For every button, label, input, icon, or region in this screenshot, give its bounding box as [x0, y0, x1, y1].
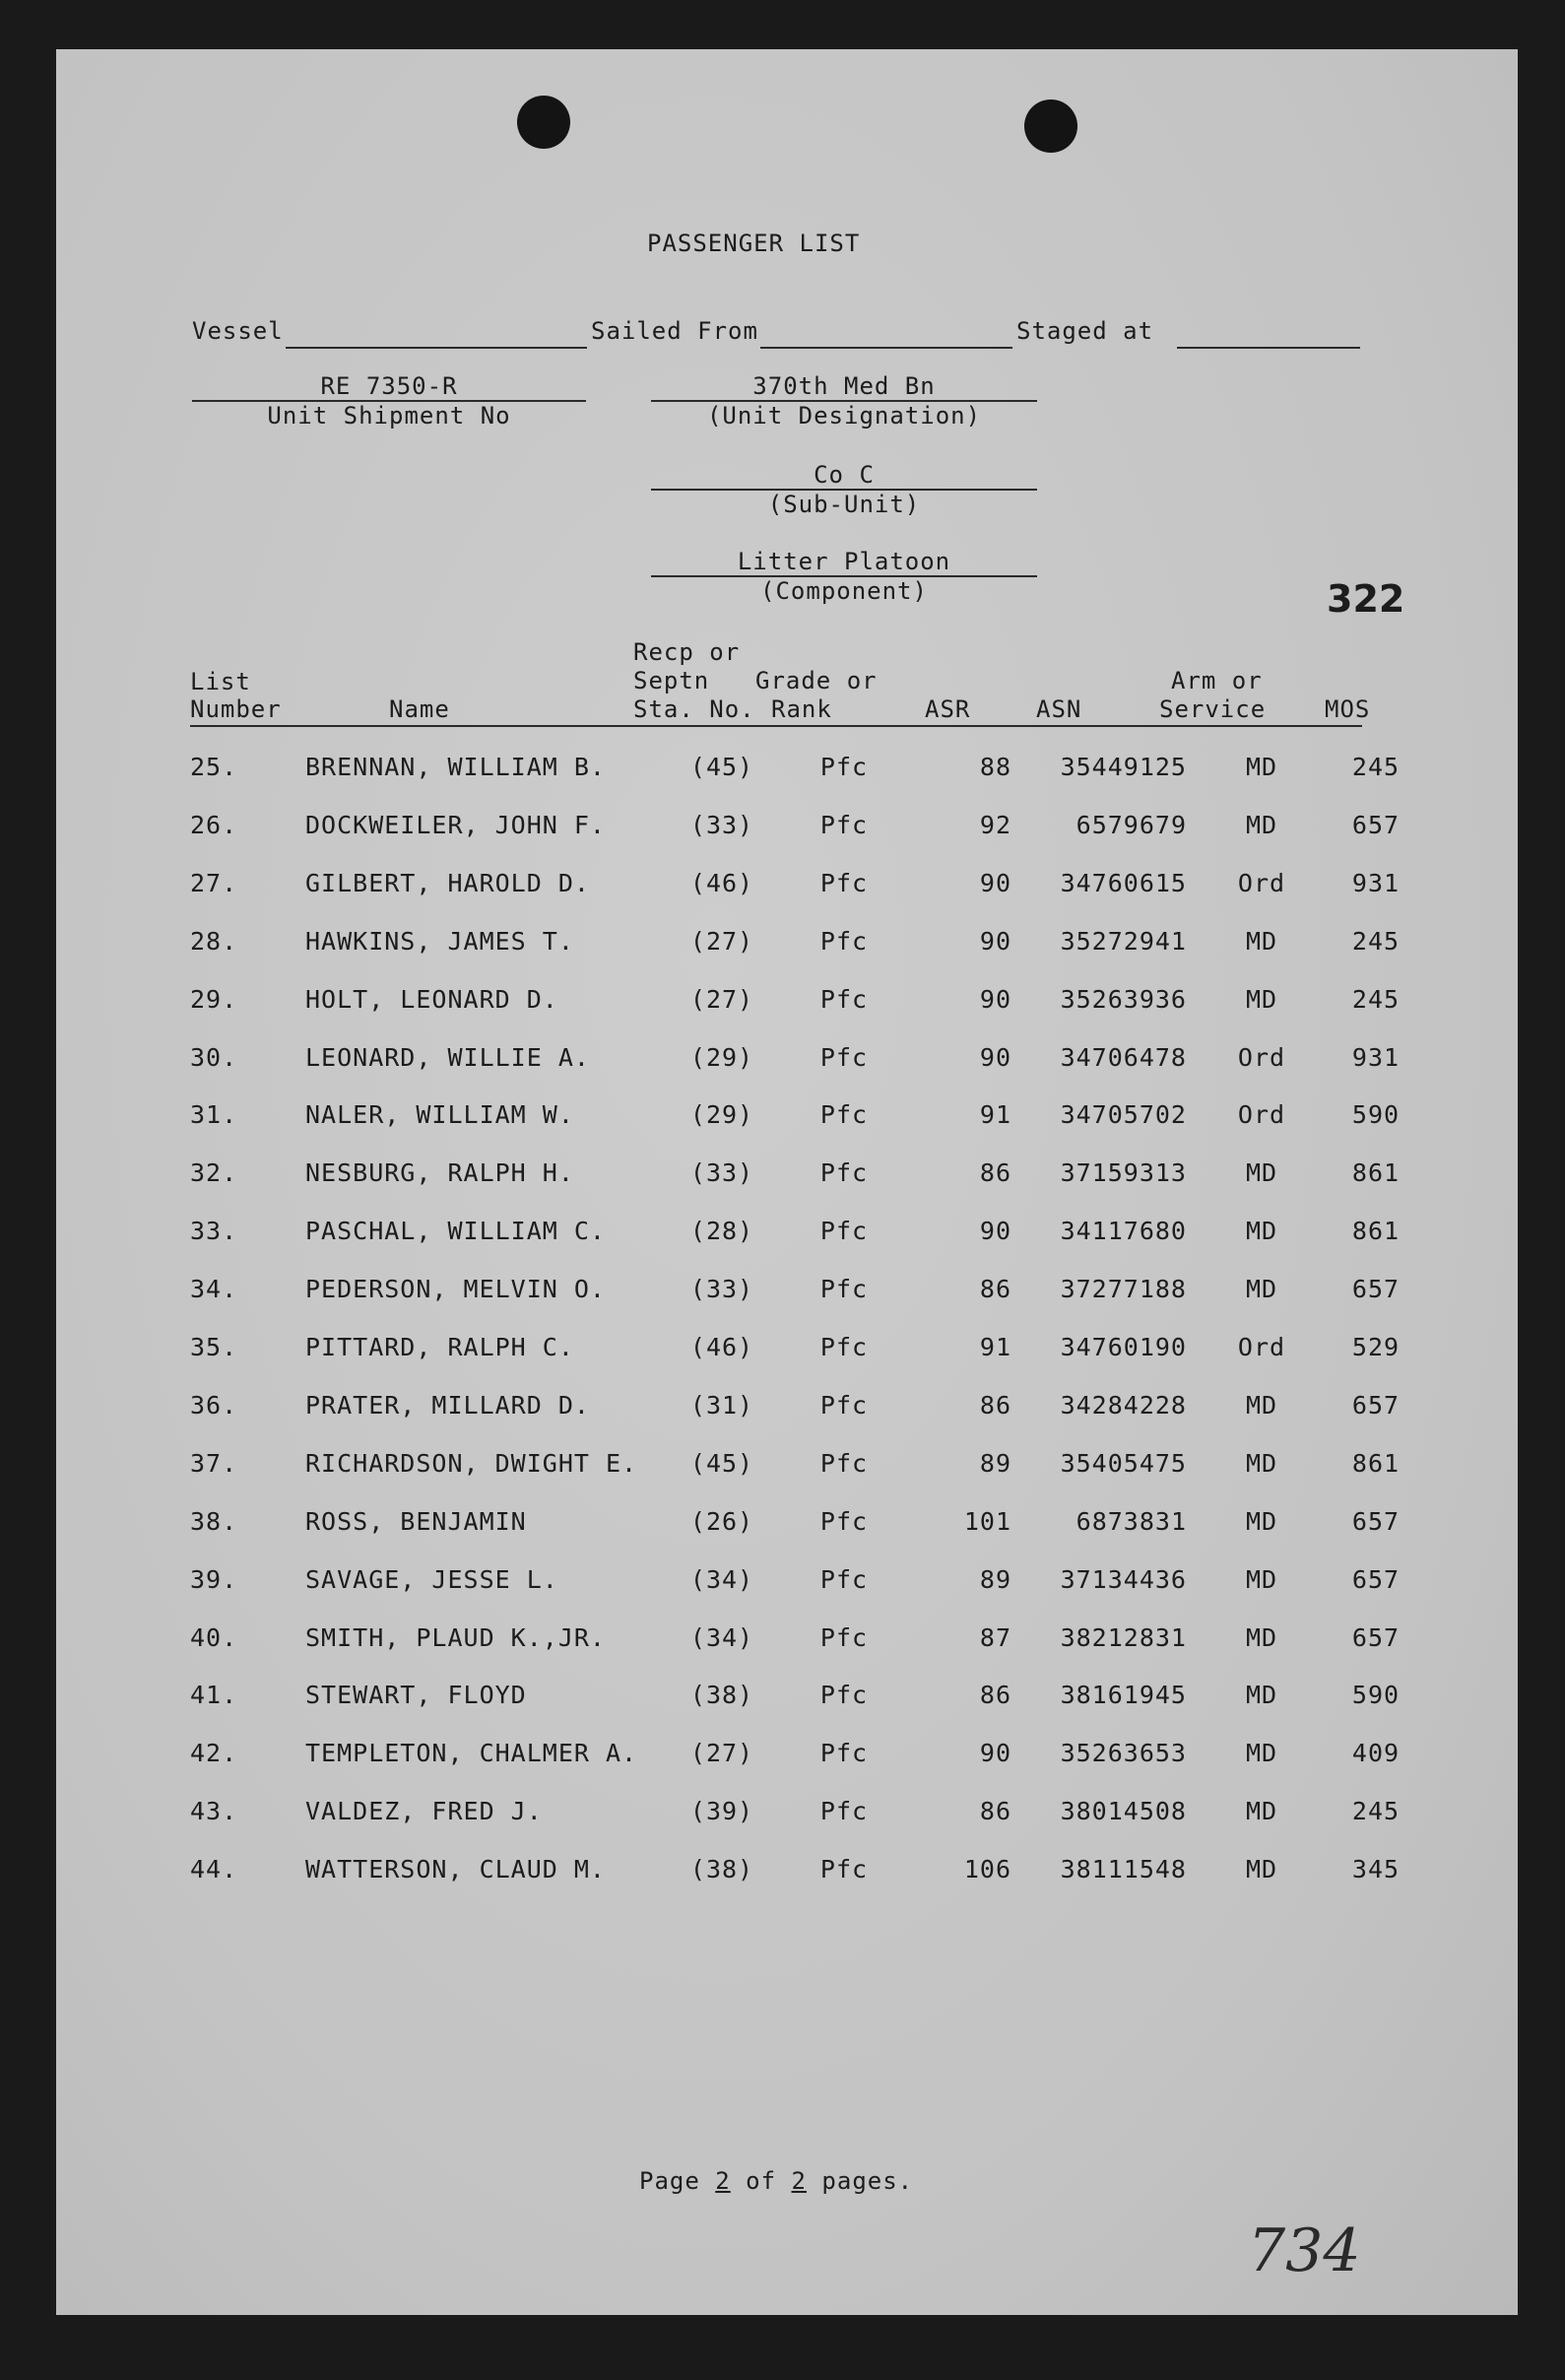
cell-asr: 106 [963, 1855, 1011, 1884]
cell-arm: MD [1245, 810, 1278, 839]
cell-asr: 89 [979, 1448, 1011, 1478]
cell-asn: 34706478 [1060, 1042, 1187, 1072]
cell-mos: 861 [1351, 1448, 1401, 1478]
cell-asr: 90 [979, 868, 1011, 897]
cell-arm: MD [1245, 1855, 1278, 1884]
cell-sta: (34) [689, 1564, 754, 1594]
cell-grade: Pfc [819, 1158, 869, 1188]
col-asn: ASN [1036, 695, 1082, 723]
cell-name: NESBURG, RALPH H. [305, 1158, 574, 1188]
cell-asn: 35405475 [1060, 1448, 1187, 1478]
vessel-label: Vessel [192, 317, 284, 345]
cell-num: 43. [190, 1797, 238, 1826]
cell-sta: (34) [689, 1622, 754, 1652]
cell-num: 25. [190, 753, 238, 781]
stamp-number: 322 [1327, 577, 1405, 621]
cell-num: 34. [190, 1275, 238, 1304]
cell-asr: 87 [979, 1622, 1011, 1652]
handwritten-number: 734 [1248, 2216, 1361, 2285]
cell-num: 41. [190, 1681, 238, 1710]
cell-asn: 34760615 [1060, 868, 1187, 897]
cell-mos: 409 [1351, 1739, 1401, 1768]
cell-asn: 6579679 [1076, 810, 1187, 839]
staged-at-label: Staged at [1016, 317, 1154, 345]
of-word: of [746, 2167, 777, 2195]
cell-num: 44. [190, 1855, 238, 1884]
cell-asn: 34760190 [1060, 1333, 1187, 1361]
cell-mos: 657 [1351, 810, 1401, 839]
cell-asr: 86 [979, 1390, 1011, 1420]
cell-sta: (27) [689, 984, 754, 1014]
cell-arm: MD [1245, 1797, 1278, 1826]
cell-asr: 90 [979, 1042, 1011, 1072]
cell-asn: 37159313 [1060, 1158, 1187, 1188]
cell-name: ROSS, BENJAMIN [305, 1506, 527, 1536]
cell-asr: 86 [979, 1797, 1011, 1826]
cell-num: 32. [190, 1158, 238, 1188]
document-title: PASSENGER LIST [647, 230, 861, 257]
sub-unit-value: Co C [814, 461, 875, 489]
cell-arm: MD [1245, 926, 1278, 956]
cell-mos: 657 [1351, 1275, 1401, 1304]
cell-name: VALDEZ, FRED J. [305, 1797, 543, 1826]
cell-grade: Pfc [819, 1622, 869, 1652]
col-grade-line2: Rank [771, 695, 832, 723]
cell-mos: 657 [1351, 1506, 1401, 1536]
table-row [56, 1681, 1518, 1720]
cell-sta: (29) [689, 1100, 754, 1130]
cell-asn: 37277188 [1060, 1275, 1187, 1304]
cell-asr: 90 [979, 984, 1011, 1014]
cell-asn: 38161945 [1060, 1681, 1187, 1710]
cell-num: 40. [190, 1622, 238, 1652]
cell-arm: MD [1245, 1564, 1278, 1594]
table-row [56, 1739, 1518, 1778]
punch-hole-left [517, 96, 570, 149]
cell-sta: (38) [689, 1681, 754, 1710]
cell-sta: (26) [689, 1506, 754, 1536]
cell-name: STEWART, FLOYD [305, 1681, 527, 1710]
cell-asr: 91 [979, 1100, 1011, 1130]
table-row [56, 753, 1518, 792]
cell-arm: MD [1245, 1622, 1278, 1652]
cell-asr: 86 [979, 1158, 1011, 1188]
cell-name: NALER, WILLIAM W. [305, 1100, 574, 1130]
cell-name: RICHARDSON, DWIGHT E. [305, 1448, 638, 1478]
cell-grade: Pfc [819, 1797, 869, 1826]
cell-asr: 86 [979, 1275, 1011, 1304]
cell-asn: 38212831 [1060, 1622, 1187, 1652]
cell-mos: 861 [1351, 1217, 1401, 1246]
cell-grade: Pfc [819, 1739, 869, 1768]
cell-arm: Ord [1237, 1100, 1286, 1130]
cell-asn: 35263653 [1060, 1739, 1187, 1768]
cell-sta: (39) [689, 1797, 754, 1826]
table-row [56, 1158, 1518, 1198]
cell-asr: 90 [979, 926, 1011, 956]
pages-word: pages. [821, 2167, 914, 2195]
cell-name: PEDERSON, MELVIN O. [305, 1275, 606, 1304]
unit-designation-value: 370th Med Bn [752, 372, 936, 400]
cell-grade: Pfc [819, 753, 869, 781]
cell-asr: 101 [963, 1506, 1011, 1536]
cell-num: 38. [190, 1506, 238, 1536]
cell-arm: Ord [1237, 868, 1286, 897]
table-row [56, 1043, 1518, 1083]
cell-name: PRATER, MILLARD D. [305, 1390, 590, 1420]
cell-sta: (29) [689, 1042, 754, 1072]
cell-num: 37. [190, 1448, 238, 1478]
cell-asn: 35263936 [1060, 984, 1187, 1014]
cell-num: 26. [190, 810, 238, 839]
cell-sta: (28) [689, 1217, 754, 1246]
cell-mos: 931 [1351, 1042, 1401, 1072]
cell-grade: Pfc [819, 868, 869, 897]
cell-grade: Pfc [819, 1217, 869, 1246]
component-label: (Component) [760, 577, 928, 605]
cell-num: 42. [190, 1739, 238, 1768]
cell-arm: MD [1245, 753, 1278, 781]
table-row [56, 927, 1518, 966]
col-asr: ASR [925, 695, 971, 723]
cell-asr: 90 [979, 1739, 1011, 1768]
page-footer [639, 2167, 913, 2195]
cell-asr: 90 [979, 1217, 1011, 1246]
cell-grade: Pfc [819, 810, 869, 839]
col-list-line2: Number [190, 695, 282, 723]
cell-name: PASCHAL, WILLIAM C. [305, 1217, 606, 1246]
table-row [56, 1623, 1518, 1663]
sailed-from-field-line [760, 347, 1012, 349]
cell-name: HOLT, LEONARD D. [305, 984, 558, 1014]
cell-grade: Pfc [819, 1100, 869, 1130]
table-row [56, 1333, 1518, 1372]
cell-sta: (45) [689, 1448, 754, 1478]
vessel-field-line [286, 347, 587, 349]
cell-arm: MD [1245, 1158, 1278, 1188]
cell-mos: 931 [1351, 868, 1401, 897]
cell-grade: Pfc [819, 1855, 869, 1884]
col-sta-line2: Septn [633, 667, 710, 694]
sailed-from-label: Sailed From [591, 317, 758, 345]
cell-num: 33. [190, 1217, 238, 1246]
page-word: Page [639, 2167, 700, 2195]
cell-name: HAWKINS, JAMES T. [305, 926, 574, 956]
col-name: Name [389, 695, 450, 723]
cell-name: PITTARD, RALPH C. [305, 1333, 574, 1361]
cell-arm: MD [1245, 984, 1278, 1014]
col-grade-line1: Grade or [755, 667, 878, 694]
cell-name: DOCKWEILER, JOHN F. [305, 810, 606, 839]
table-row [56, 1217, 1518, 1256]
cell-arm: MD [1245, 1390, 1278, 1420]
cell-arm: MD [1245, 1739, 1278, 1768]
cell-asn: 6873831 [1076, 1506, 1187, 1536]
punch-hole-right [1024, 99, 1077, 153]
cell-asn: 35449125 [1060, 753, 1187, 781]
page-total: 2 [791, 2167, 807, 2195]
cell-mos: 657 [1351, 1622, 1401, 1652]
cell-sta: (46) [689, 868, 754, 897]
cell-grade: Pfc [819, 1564, 869, 1594]
cell-grade: Pfc [819, 1333, 869, 1361]
cell-sta: (27) [689, 926, 754, 956]
table-row [56, 985, 1518, 1025]
cell-mos: 529 [1351, 1333, 1401, 1361]
cell-name: BRENNAN, WILLIAM B. [305, 753, 606, 781]
cell-name: TEMPLETON, CHALMER A. [305, 1739, 638, 1768]
cell-name: WATTERSON, CLAUD M. [305, 1855, 606, 1884]
cell-grade: Pfc [819, 1506, 869, 1536]
cell-num: 28. [190, 926, 238, 956]
cell-mos: 245 [1351, 753, 1401, 781]
cell-asn: 35272941 [1060, 926, 1187, 956]
page-current: 2 [715, 2167, 731, 2195]
cell-mos: 590 [1351, 1100, 1401, 1130]
cell-mos: 245 [1351, 926, 1401, 956]
cell-asr: 86 [979, 1681, 1011, 1710]
cell-grade: Pfc [819, 1448, 869, 1478]
cell-sta: (38) [689, 1855, 754, 1884]
cell-arm: MD [1245, 1448, 1278, 1478]
cell-mos: 345 [1351, 1855, 1401, 1884]
cell-sta: (27) [689, 1739, 754, 1768]
col-list-line1: List [190, 668, 251, 695]
cell-sta: (45) [689, 753, 754, 781]
cell-mos: 245 [1351, 1797, 1401, 1826]
cell-name: LEONARD, WILLIE A. [305, 1042, 590, 1072]
cell-num: 27. [190, 868, 238, 897]
cell-num: 31. [190, 1100, 238, 1130]
col-sta-line1: Recp or [633, 638, 741, 666]
cell-asn: 34705702 [1060, 1100, 1187, 1130]
table-row [56, 1391, 1518, 1430]
cell-asn: 38111548 [1060, 1855, 1187, 1884]
cell-sta: (31) [689, 1390, 754, 1420]
cell-name: GILBERT, HAROLD D. [305, 868, 590, 897]
cell-arm: Ord [1237, 1333, 1286, 1361]
cell-name: SAVAGE, JESSE L. [305, 1564, 558, 1594]
table-row [56, 1275, 1518, 1314]
col-mos: MOS [1325, 695, 1371, 723]
cell-mos: 245 [1351, 984, 1401, 1014]
cell-mos: 861 [1351, 1158, 1401, 1188]
table-row [56, 1797, 1518, 1836]
cell-sta: (33) [689, 1158, 754, 1188]
cell-mos: 657 [1351, 1390, 1401, 1420]
cell-asr: 91 [979, 1333, 1011, 1361]
cell-num: 39. [190, 1564, 238, 1594]
unit-shipment-label: Unit Shipment No [267, 402, 511, 430]
col-arm-line2: Service [1159, 695, 1267, 723]
unit-designation-label: (Unit Designation) [706, 402, 982, 430]
cell-grade: Pfc [819, 1390, 869, 1420]
table-row [56, 1100, 1518, 1140]
table-row [56, 1507, 1518, 1547]
unit-shipment-value: RE 7350-R [320, 372, 458, 400]
table-row [56, 1449, 1518, 1488]
cell-asn: 34284228 [1060, 1390, 1187, 1420]
cell-arm: MD [1245, 1275, 1278, 1304]
header-rule [190, 725, 1362, 727]
cell-grade: Pfc [819, 1275, 869, 1304]
table-row [56, 869, 1518, 908]
cell-asn: 38014508 [1060, 1797, 1187, 1826]
cell-asr: 89 [979, 1564, 1011, 1594]
cell-num: 29. [190, 984, 238, 1014]
cell-num: 30. [190, 1042, 238, 1072]
col-arm-line1: Arm or [1171, 667, 1263, 694]
cell-grade: Pfc [819, 1042, 869, 1072]
cell-arm: MD [1245, 1506, 1278, 1536]
cell-sta: (33) [689, 1275, 754, 1304]
cell-mos: 590 [1351, 1681, 1401, 1710]
cell-grade: Pfc [819, 1681, 869, 1710]
cell-name: SMITH, PLAUD K.,JR. [305, 1622, 606, 1652]
cell-grade: Pfc [819, 926, 869, 956]
cell-asr: 92 [979, 810, 1011, 839]
sub-unit-label: (Sub-Unit) [767, 491, 921, 518]
cell-num: 36. [190, 1390, 238, 1420]
cell-arm: MD [1245, 1681, 1278, 1710]
col-sta-line3: Sta. No. [633, 695, 755, 723]
cell-num: 35. [190, 1333, 238, 1361]
component-value: Litter Platoon [737, 548, 951, 575]
cell-mos: 657 [1351, 1564, 1401, 1594]
cell-arm: Ord [1237, 1042, 1286, 1072]
cell-sta: (46) [689, 1333, 754, 1361]
table-row [56, 1855, 1518, 1894]
cell-asn: 34117680 [1060, 1217, 1187, 1246]
cell-arm: MD [1245, 1217, 1278, 1246]
document-sheet [56, 49, 1518, 2315]
cell-sta: (33) [689, 810, 754, 839]
table-row [56, 1565, 1518, 1605]
table-row [56, 811, 1518, 850]
cell-asn: 37134436 [1060, 1564, 1187, 1594]
cell-asr: 88 [979, 753, 1011, 781]
cell-grade: Pfc [819, 984, 869, 1014]
staged-at-field-line [1177, 347, 1360, 349]
